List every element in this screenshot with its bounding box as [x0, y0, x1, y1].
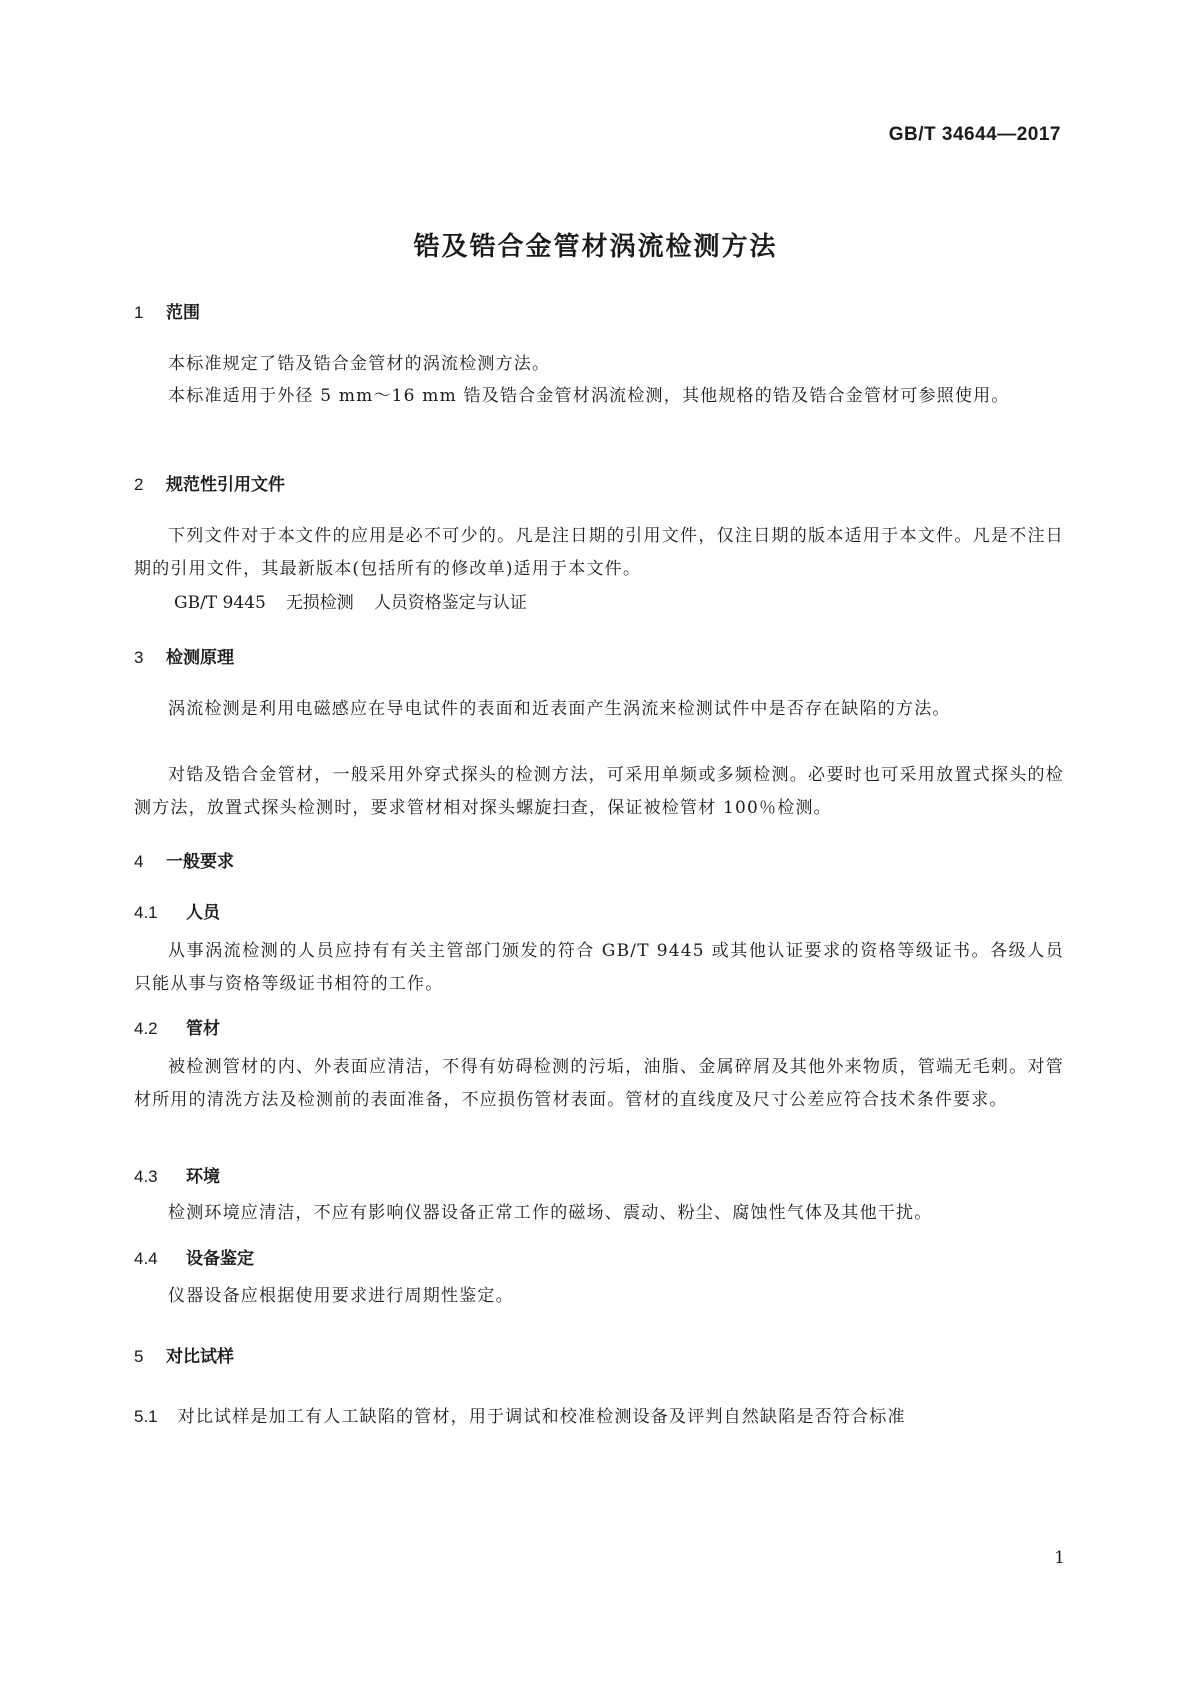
- section-5-heading: [134, 1342, 234, 1367]
- subsection-4-1-heading: [134, 898, 220, 923]
- subsection-number: 4.4: [134, 1249, 158, 1268]
- section-3-paragraph-1: 涡流检测是利用电磁感应在导电试件的表面和近表面产生涡流来检测试件中是否存在缺陷的方法。: [168, 699, 951, 719]
- clause-text: 对比试样是加工有人工缺陷的管材，用于调试和校准检测设备及评判自然缺陷是否符合标准: [177, 1407, 906, 1427]
- subsection-number: 4.3: [134, 1167, 158, 1186]
- section-1-heading: [134, 298, 200, 323]
- subsection-4-2-heading: [134, 1014, 220, 1039]
- subsection-4-4-paragraph: 仪器设备应根据使用要求进行周期性鉴定。: [168, 1286, 514, 1306]
- subsection-4-1-paragraph: 从事涡流检测的人员应持有有关主管部门颁发的符合 GB/T 9445 或其他认证要求的资格等级证书。各级人员只能从事与资格等级证书相符的工作。: [134, 941, 1064, 994]
- subsection-4-4-heading: [134, 1244, 254, 1269]
- clause-5-1: [134, 1402, 1064, 1427]
- section-number: 3: [134, 648, 144, 667]
- section-1-paragraph-1: 本标准规定了锆及锆合金管材的涡流检测方法。: [168, 354, 551, 374]
- section-title: 范围: [166, 303, 200, 323]
- section-title: 规范性引用文件: [166, 475, 285, 495]
- standard-code: GB/T 34644—2017: [888, 124, 1061, 145]
- subsection-4-3-paragraph: 检测环境应清洁，不应有影响仪器设备正常工作的磁场、震动、粉尘、腐蚀性气体及其他干扰。: [168, 1203, 933, 1223]
- section-1-paragraph-2: 本标准适用于外径 5 mm～16 mm 锆及锆合金管材涡流检测，其他规格的锆及锆合金管材可参照使用。: [168, 386, 1010, 406]
- section-2-heading: [134, 470, 285, 495]
- section-number: 2: [134, 475, 144, 494]
- section-title: 对比试样: [166, 1347, 234, 1367]
- subsection-title: 人员: [186, 903, 220, 923]
- subsection-number: 4.2: [134, 1019, 158, 1038]
- section-number: 5: [134, 1347, 144, 1366]
- section-3-heading: [134, 643, 234, 668]
- subsection-number: 4.1: [134, 903, 158, 922]
- reference-title-part-1: 无损检测: [285, 593, 354, 613]
- normative-reference: [174, 588, 547, 613]
- subsection-title: 管材: [186, 1019, 220, 1039]
- clause-number: 5.1: [134, 1407, 158, 1426]
- page-number: 1: [1054, 1548, 1065, 1568]
- subsection-4-2-paragraph: 被检测管材的内、外表面应清洁，不得有妨碍检测的污垢，油脂、金属碎屑及其他外来物质，管端无毛刺。对管材所用的清洗方法及检测前的表面准备，不应损伤管材表面。管材的直线度及尺寸公差应符合技术条件要求。: [134, 1057, 1064, 1110]
- section-title: 一般要求: [166, 852, 234, 872]
- subsection-title: 设备鉴定: [186, 1249, 254, 1269]
- section-title: 检测原理: [166, 648, 234, 668]
- section-3-paragraph-2: 对锆及锆合金管材，一般采用外穿式探头的检测方法，可采用单频或多频检测。必要时也可采用放置式探头的检测方法，放置式探头检测时，要求管材相对探头螺旋扫查，保证被检管材 100％检测。: [134, 765, 1064, 818]
- section-number: 1: [134, 303, 144, 322]
- subsection-title: 环境: [186, 1167, 220, 1187]
- reference-title-part-2: 人员资格鉴定与认证: [373, 593, 527, 613]
- document-title: 锆及锆合金管材涡流检测方法: [413, 232, 778, 262]
- reference-code: GB/T 9445: [174, 593, 266, 613]
- section-number: 4: [134, 852, 144, 871]
- subsection-4-3-heading: [134, 1162, 220, 1187]
- section-2-paragraph-1: 下列文件对于本文件的应用是必不可少的。凡是注日期的引用文件，仅注日期的版本适用于本文件。凡是不注日期的引用文件，其最新版本(包括所有的修改单)适用于本文件。: [134, 526, 1064, 579]
- section-4-heading: [134, 847, 234, 872]
